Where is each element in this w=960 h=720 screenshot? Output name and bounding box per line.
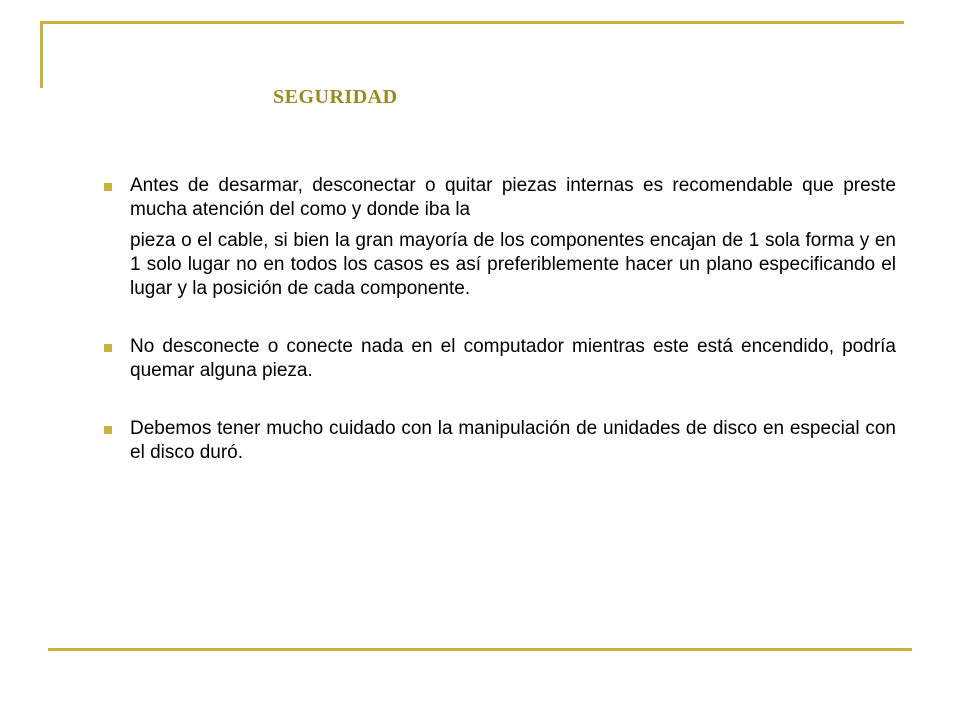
bullet-item-1 (100, 174, 896, 222)
bullet-continuation-text-1: pieza o el cable, si bien la gran mayoría de los componentes encajan de 1 sola forma y en 1 solo lugar no en todos los casos es así preferiblemente hacer un plano especificando el lugar y la posición de cada componente. (130, 230, 896, 299)
slide-body (100, 174, 896, 465)
bullet-continuation-1 (100, 229, 896, 301)
bullet-text-3: Debemos tener mucho cuidado con la manipulación de unidades de disco en especial con el disco duró. (130, 418, 896, 463)
slide-title: SEGURIDAD (273, 86, 398, 108)
square-bullet-icon (104, 426, 112, 434)
square-bullet-icon (104, 344, 112, 352)
bullet-item-3 (100, 417, 896, 465)
bullet-text-1: Antes de desarmar, desconectar o quitar piezas internas es recomendable que preste mucha atención del como y donde iba la (130, 175, 896, 220)
top-rule (40, 21, 904, 24)
bullet-item-2 (100, 335, 896, 383)
bottom-rule (48, 648, 912, 651)
bullet-text-2: No desconecte o conecte nada en el computador mientras este está encendido, podría quemar alguna pieza. (130, 336, 896, 381)
left-rule (40, 21, 43, 88)
square-bullet-icon (104, 183, 112, 191)
